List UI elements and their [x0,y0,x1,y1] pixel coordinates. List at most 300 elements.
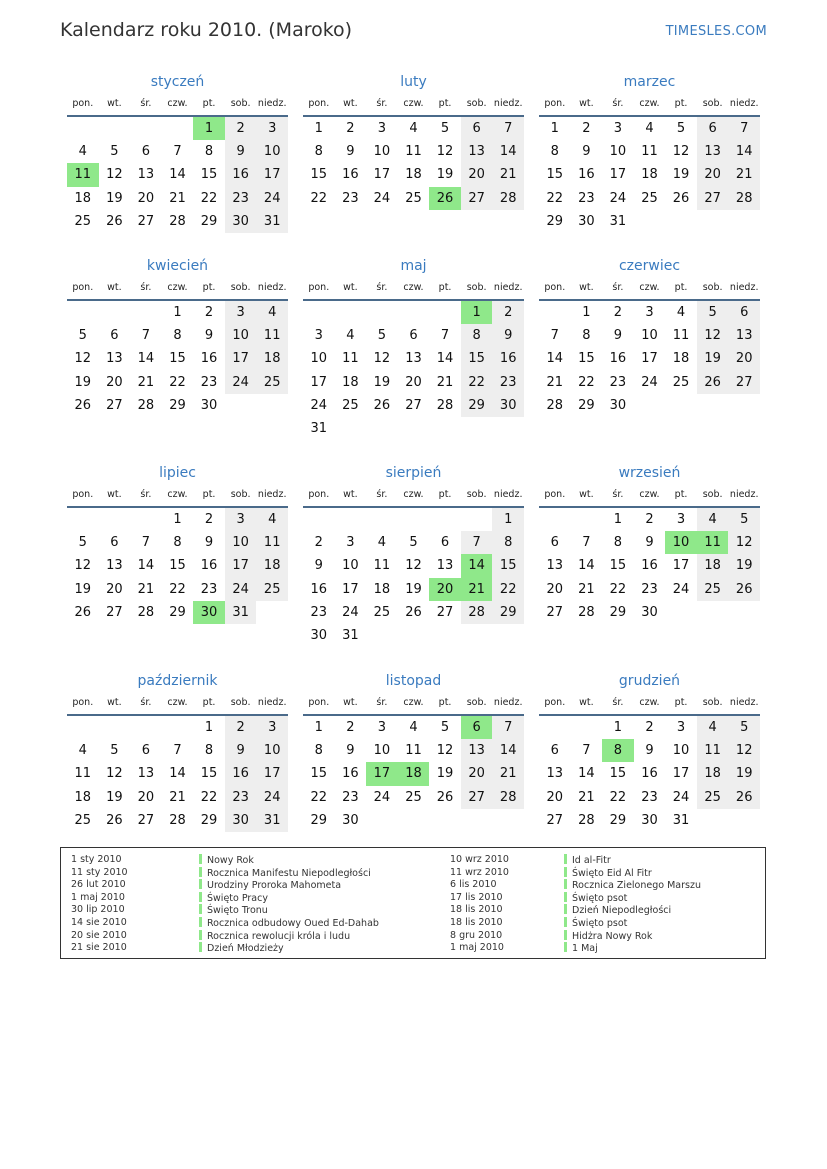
day-cell: 4 [645,121,654,137]
day-cell: 12 [106,766,123,782]
day-cell: 9 [225,739,257,762]
day-cell: 18 [256,554,288,577]
weekday-label: wt. [107,489,122,500]
weekday-label: niedz. [493,98,523,109]
weekday-label: czw. [167,98,188,109]
day-cell: 16 [578,167,595,183]
holiday-name-text: Święto psot [572,892,628,904]
day-cell: 31 [256,809,288,832]
day-cell: 15 [200,167,218,183]
day-cell: 15 [169,351,186,367]
day-cell: 13 [405,351,422,367]
day-cell: 18 [256,347,288,370]
weekday-label: pon. [308,697,330,708]
day-cell: 5 [377,328,387,344]
day-cell: 19 [405,581,422,597]
day-cell: 27 [697,187,729,210]
holiday-name [564,879,701,892]
day-cell: 31 [225,601,257,624]
day-cell: 20 [546,581,564,597]
day-cell: 27 [461,187,493,210]
day-cell: 8 [173,535,182,551]
day-cell: 16 [200,351,218,367]
day-cell: 12 [436,144,454,160]
holiday-day: 14 [461,554,493,577]
holiday-marker [564,892,567,902]
holiday-date: 1 maj 2010 [450,942,504,954]
day-cell: 30 [578,213,595,229]
holiday-marker [564,879,567,889]
day-cell: 16 [200,558,218,574]
day-cell: 6 [550,743,559,759]
weekday-header [67,484,288,508]
month-9 [539,462,760,624]
day-cell: 10 [342,558,359,574]
holiday-day: 30 [193,601,225,624]
day-cell: 14 [578,558,595,574]
holiday-marker [564,854,567,864]
holiday-marker [199,930,202,940]
day-cell: 26 [74,604,92,620]
day-cell: 3 [676,512,686,528]
holiday-day: 11 [67,163,99,186]
day-cell: 26 [728,578,760,601]
month-name: wrzesień [618,465,681,481]
day-cell: 5 [110,743,119,759]
holiday-marker [564,904,567,914]
day-cell: 25 [672,374,690,390]
holiday-name [564,917,627,930]
day-cell: 10 [672,743,690,759]
weekday-label: pon. [72,98,94,109]
day-cell: 5 [728,508,760,531]
day-cell: 23 [492,371,524,394]
day-cell: 19 [74,581,92,597]
weekday-label: pt. [674,282,688,293]
weekday-label: wt. [579,489,594,500]
day-cell: 30 [342,812,359,828]
day-cell: 20 [461,163,493,186]
day-cell: 27 [405,397,422,413]
month-name: czerwiec [618,258,681,274]
day-cell: 2 [204,512,214,528]
weekday-label: czw. [639,697,660,708]
day-cell: 29 [492,601,524,624]
day-cell: 18 [74,789,92,805]
day-cell: 7 [173,144,182,160]
day-cell: 2 [613,305,623,321]
day-cell: 18 [405,167,422,183]
month-7 [67,462,288,624]
day-cell: 12 [74,558,92,574]
day-cell: 2 [204,305,214,321]
day-cell: 19 [728,762,760,785]
day-cell: 6 [550,535,559,551]
day-cell: 17 [672,766,690,782]
weekday-label: sob. [702,697,723,708]
day-cell: 7 [173,743,182,759]
holiday-marker [564,867,567,877]
day-cell: 21 [137,374,155,390]
holiday-name [199,892,268,905]
day-cell: 17 [373,167,391,183]
empty-cell [130,117,162,140]
day-cell: 26 [106,812,123,828]
day-cell: 13 [461,739,493,762]
day-cell: 7 [440,328,450,344]
empty-cell [67,716,99,739]
weekday-label: czw. [639,98,660,109]
day-cells [303,508,524,647]
day-cell: 4 [78,743,87,759]
day-cell: 4 [409,121,418,137]
day-cell: 22 [461,371,493,394]
holiday-date: 21 sie 2010 [71,942,127,954]
day-cell: 6 [461,117,493,140]
holiday-date: 14 sie 2010 [71,917,127,928]
day-cell: 23 [641,789,658,805]
weekday-header [539,692,760,716]
day-cell: 22 [609,789,627,805]
day-cell: 9 [225,140,257,163]
holiday-name-text: Dzień Młodzieży [207,943,284,955]
empty-cell [99,301,131,324]
holiday-name [564,854,611,867]
day-cell: 9 [582,144,591,160]
weekday-label: czw. [403,282,424,293]
day-cell: 30 [492,394,524,417]
day-cell: 12 [106,167,123,183]
day-cell: 1 [173,512,182,528]
empty-cell [67,301,99,324]
weekday-label: pt. [202,697,216,708]
holiday-name-text: 1 Maj [572,943,598,955]
day-cell: 29 [609,604,627,620]
holiday-name-text: Rocznica Manifestu Niepodległości [207,867,371,879]
holiday-name-text: Rocznica rewolucji króla i ludu [207,930,351,942]
day-cell: 14 [137,558,155,574]
day-cell: 30 [225,809,257,832]
day-cell: 15 [461,347,493,370]
day-cell: 19 [74,374,92,390]
day-cell: 20 [137,190,155,206]
day-cell: 11 [697,739,729,762]
holiday-name [564,930,652,943]
holiday-name [564,892,627,905]
weekday-label: pon. [308,282,330,293]
empty-cell [366,508,398,531]
day-cell: 14 [169,766,186,782]
weekday-label: pon. [72,282,94,293]
day-cell: 8 [582,328,591,344]
weekday-label: śr. [612,282,624,293]
day-cell: 4 [78,144,87,160]
day-cell: 1 [550,121,559,137]
brand-link[interactable]: TIMESLES.COM [665,24,767,39]
day-cell: 7 [492,716,524,739]
day-cell: 28 [169,213,186,229]
day-cell: 10 [256,739,288,762]
empty-cell [571,508,603,531]
month-3 [539,71,760,233]
day-cell: 3 [256,117,288,140]
day-cell: 8 [461,324,493,347]
day-cell: 30 [200,397,218,413]
day-cell: 7 [141,535,151,551]
weekday-label: pt. [202,282,216,293]
day-cell: 13 [436,558,454,574]
day-cell: 10 [373,144,391,160]
day-cell: 19 [106,789,123,805]
day-cell: 13 [137,766,155,782]
day-cell: 10 [310,351,328,367]
day-cells [539,301,760,417]
day-cell: 27 [546,812,564,828]
empty-cell [539,508,571,531]
holiday-marker [564,942,567,952]
weekday-label: niedz. [257,98,287,109]
day-cell: 22 [578,374,595,390]
weekday-label: wt. [107,697,122,708]
holiday-name [199,917,379,930]
day-cell: 12 [672,144,690,160]
weekday-header [539,93,760,117]
day-cell: 2 [645,512,654,528]
weekday-header [67,277,288,301]
day-cell: 21 [578,581,595,597]
holiday-name [564,942,598,955]
day-cell: 22 [609,581,627,597]
day-cell: 19 [436,766,454,782]
holiday-marker [199,892,202,902]
day-cell: 22 [492,578,524,601]
holiday-name-text: Dzień Niepodległości [572,905,672,917]
day-cell: 3 [225,301,257,324]
day-cell: 2 [645,720,654,736]
weekday-label: wt. [343,489,358,500]
day-cell: 28 [436,397,454,413]
holiday-day: 18 [398,762,430,785]
month-1 [67,71,288,233]
holiday-name [199,904,268,917]
holiday-date: 11 wrz 2010 [450,866,509,878]
day-cell: 26 [405,604,422,620]
day-cell: 19 [373,374,391,390]
day-cell: 5 [78,328,87,344]
day-cells [67,301,288,417]
holiday-date: 17 lis 2010 [450,891,503,903]
day-cell: 31 [609,213,627,229]
day-cell: 10 [225,324,257,347]
day-cell: 30 [641,812,658,828]
day-cell: 17 [225,347,257,370]
day-cell: 11 [373,558,391,574]
weekday-label: wt. [343,282,358,293]
day-cell: 16 [342,766,359,782]
empty-cell [429,508,461,531]
weekday-label: pon. [544,282,566,293]
holiday-name [199,930,350,943]
day-cell: 21 [728,163,760,186]
empty-cell [571,716,603,739]
day-cell: 4 [409,720,418,736]
day-cell: 3 [676,720,686,736]
day-cell: 3 [256,716,288,739]
day-cell: 29 [578,397,595,413]
day-cell: 14 [137,351,155,367]
day-cell: 2 [346,720,355,736]
day-cell: 20 [697,163,729,186]
day-cell: 28 [169,812,186,828]
day-cell: 16 [641,558,658,574]
day-cell: 29 [546,213,564,229]
day-cell: 7 [582,743,591,759]
weekday-label: pt. [438,489,452,500]
day-cell: 8 [314,144,323,160]
holiday-name-text: Święto psot [572,918,628,929]
day-cell: 4 [697,716,729,739]
holiday-date: 26 lut 2010 [71,879,126,891]
empty-cell [303,301,335,324]
weekday-label: niedz. [493,697,523,708]
day-cell: 21 [137,581,155,597]
holiday-name-text: Święto Eid Al Fitr [572,867,652,879]
month-10 [67,670,288,832]
day-cell: 22 [546,190,564,206]
day-cells [303,301,524,440]
weekday-label: sob. [466,697,487,708]
weekday-label: czw. [403,697,424,708]
weekday-header [539,277,760,301]
day-cell: 27 [461,786,493,809]
day-cell: 25 [641,190,658,206]
day-cell: 11 [74,766,92,782]
day-cell: 4 [346,328,355,344]
weekday-label: pon. [308,98,330,109]
day-cell: 3 [377,121,387,137]
day-cell: 18 [373,581,391,597]
day-cell: 15 [169,558,186,574]
day-cell: 29 [609,812,627,828]
empty-cell [461,508,493,531]
day-cell: 13 [106,558,123,574]
day-cell: 18 [74,190,92,206]
day-cell: 2 [346,121,355,137]
weekday-label: pon. [544,98,566,109]
day-cell: 25 [405,190,422,206]
holiday-marker [199,854,202,864]
day-cell: 16 [225,163,257,186]
holiday-marker [199,867,202,877]
day-cell: 27 [137,812,155,828]
day-cell: 1 [314,720,323,736]
day-cell: 24 [225,371,257,394]
day-cell: 9 [645,535,654,551]
day-cell: 13 [728,324,760,347]
day-cell: 19 [728,554,760,577]
holiday-name-text: Id al-Fitr [572,855,611,866]
month-2 [303,71,524,210]
holiday-name [564,867,652,880]
day-cell: 2 [492,301,524,324]
day-cell: 9 [204,328,214,344]
weekday-label: niedz. [493,282,523,293]
day-cell: 31 [310,421,328,437]
day-cell: 24 [256,786,288,809]
holiday-day: 1 [193,117,225,140]
day-cell: 23 [342,190,359,206]
weekday-label: sob. [466,282,487,293]
day-cell: 4 [676,305,686,321]
month-name: marzec [623,74,676,90]
holiday-name-text: Święto Pracy [207,892,268,904]
day-cell: 29 [200,812,218,828]
weekday-label: wt. [343,98,358,109]
day-cell: 26 [74,397,92,413]
day-cell: 3 [613,121,623,137]
day-cell: 8 [204,144,214,160]
day-cell: 1 [204,720,214,736]
day-cell: 11 [256,531,288,554]
day-cell: 6 [110,535,119,551]
month-4 [67,255,288,417]
day-cell: 24 [672,789,690,805]
day-cell: 13 [697,140,729,163]
day-cell: 25 [697,578,729,601]
weekday-label: pt. [674,98,688,109]
empty-cell [130,508,162,531]
day-cell: 17 [256,762,288,785]
day-cell: 20 [106,581,123,597]
holiday-date: 11 sty 2010 [71,866,128,878]
day-cell: 18 [641,167,658,183]
empty-cell [162,716,194,739]
weekday-header [67,93,288,117]
weekday-label: sob. [230,697,251,708]
day-cell: 22 [200,190,218,206]
day-cells [67,716,288,832]
day-cell: 1 [314,121,323,137]
weekday-label: niedz. [729,282,759,293]
day-cell: 26 [697,371,729,394]
weekday-label: niedz. [493,489,523,500]
day-cell: 5 [409,535,418,551]
day-cell: 8 [314,743,323,759]
day-cell: 20 [461,762,493,785]
day-cell: 29 [310,812,328,828]
day-cell: 28 [578,812,595,828]
day-cell: 27 [106,604,123,620]
weekday-label: czw. [403,489,424,500]
holiday-name-text: Święto Tronu [207,905,268,917]
month-name: luty [400,74,427,90]
day-cell: 28 [137,604,155,620]
weekday-label: pon. [72,697,94,708]
day-cell: 10 [609,144,627,160]
month-name: maj [400,258,427,274]
day-cell: 12 [697,324,729,347]
day-cell: 21 [546,374,564,390]
weekday-label: wt. [579,282,594,293]
day-cell: 19 [106,190,123,206]
empty-cell [539,716,571,739]
empty-cell [303,508,335,531]
day-cell: 23 [225,187,257,210]
day-cell: 9 [346,743,355,759]
day-cell: 30 [225,210,257,233]
day-cell: 24 [641,374,658,390]
day-cell: 23 [200,374,218,390]
